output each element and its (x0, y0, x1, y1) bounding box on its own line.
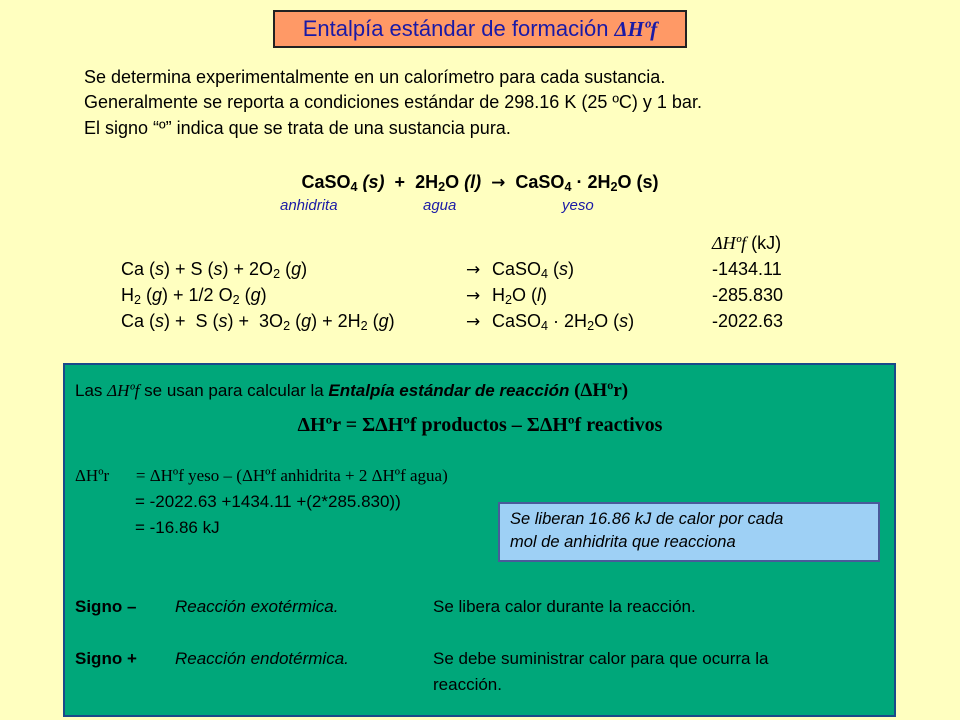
table-row-2-rhs: $H_2O$ (l) (492, 285, 548, 308)
calc-line-2: = -2022.63 +1434.11 +(2*285.830)) (135, 492, 401, 511)
reaction-formula: ΔHºr = ΣΔHºf productos – ΣΔHºf reactivos (297, 414, 663, 436)
table-row-3-lhs: Ca (s) + S $(s) + 3O_2$ $(g) + 2H_2$ (g) (121, 311, 395, 334)
calc-line-1: ΔHºr = ΔHºf yeso – (ΔHºf anhidrita + 2 ΔHºf agua) (75, 466, 448, 485)
arrow-icon: → (491, 173, 506, 193)
title-symbol: ΔHºf (614, 16, 658, 41)
page-title: Entalpía estándar de formación (302, 16, 609, 41)
table-row-3-value: -2022.63 (712, 311, 784, 331)
endothermic-desc-2: reacción. (433, 675, 502, 694)
name-yeso: yeso (562, 197, 594, 214)
exothermic-label: Reacción exotérmica. (175, 597, 339, 616)
intro-line-2: Generalmente se reporta a condiciones estándar de 298.16 K (25 ºC) y 1 bar. (84, 92, 702, 112)
intro-line-1: Se determina experimentalmente en un calorímetro para cada sustancia. (84, 67, 666, 87)
table-header: ΔHºf (kJ) (712, 233, 782, 253)
calc-line-3: = -16.86 kJ (135, 518, 220, 537)
endothermic-desc: Se debe suministrar calor para que ocurra la (433, 649, 769, 668)
result-note: Se liberan 16.86 kJ de calor por cada mol de anhidrita que reacciona (498, 502, 880, 562)
endothermic-label: Reacción endotérmica. (175, 649, 349, 668)
table-row-1-value: -1434.11 (712, 259, 782, 279)
table-row-1-lhs: Ca (s) + S $(s) + 2O_2$ (g) (121, 259, 308, 282)
sign-minus: Signo – (75, 597, 137, 616)
name-anhidrita: anhidrita (280, 197, 338, 214)
name-agua: agua (423, 197, 457, 214)
table-row-2-value: -285.830 (712, 285, 784, 305)
arrow-icon: → (466, 286, 481, 306)
table-row-2-lhs: $H_2$ (g) + 1/2 $O_2$ (g) (121, 285, 267, 308)
sign-plus: Signo + (75, 649, 137, 668)
arrow-icon: → (466, 260, 481, 280)
main-reaction: CaSO$_4$ $(s) + 2H_2O$ (l) → CaSO$_4$ · $2H_2O$ (s) (301, 172, 659, 195)
exothermic-desc: Se libera calor durante la reacción. (433, 597, 696, 616)
table-row-1-rhs: CaSO$_4$ (s) (492, 259, 575, 282)
title-box (273, 10, 687, 48)
arrow-icon: → (466, 312, 481, 332)
table-row-3-rhs: CaSO$_4$ · $2H_2O$ (s) (492, 311, 635, 334)
intro-line-3: El signo “º” indica que se trata de una sustancia pura. (84, 118, 511, 138)
box-intro: Las ΔHºf se usan para calcular la Entalpía estándar de reacción (ΔHºr) (75, 380, 629, 401)
